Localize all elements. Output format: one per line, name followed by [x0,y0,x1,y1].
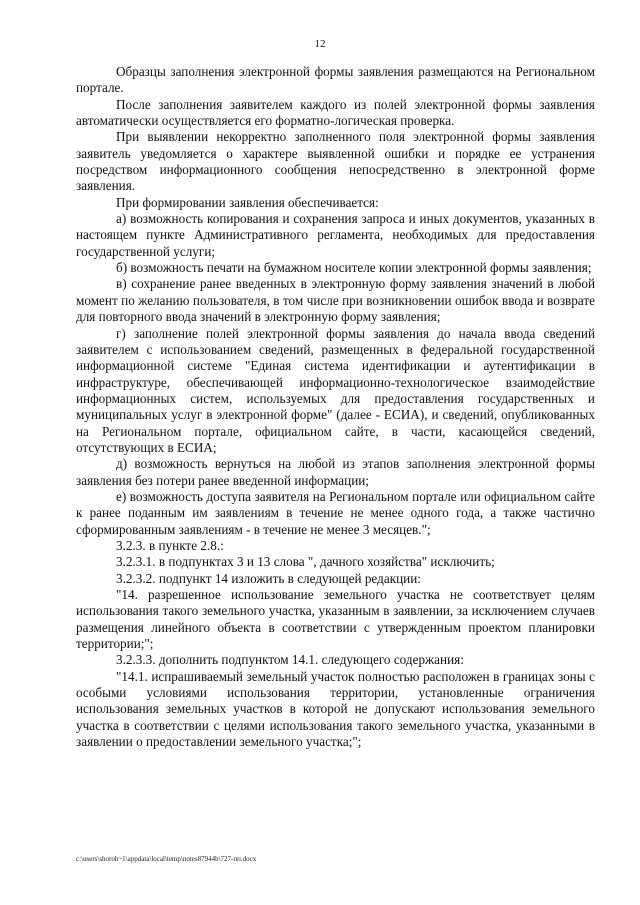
paragraph-error-notice: При выявлении некорректно заполненного поля электронной формы заявления заявитель уведомляется о характере выявленной ошибки и порядке ее устранения посредством информационного сообщения непосредственно в электронной форме заявления. [76,129,595,194]
paragraph-samples: Образцы заполнения электронной формы заявления размещаются на Региональном портале. [76,64,595,96]
quoted-subclause-14-1: "14.1. испрашиваемый земельный участок полностью расположен в границах зоны с особыми условиями использования территории, установленные ограничения использования земельных участков в которой не допускают использования земельного участка в соответствии с целями использования такого земельного участка, указанными в заявлении о предоставлении земельного участка;"; [76,668,595,750]
clause-3-2-3-3: 3.2.3.3. дополнить подпунктом 14.1. следующего содержания: [116,652,464,668]
list-item-b: б) возможность печати на бумажном носителе копии электронной формы заявления; [116,260,592,276]
list-item-v: в) сохранение ранее введенных в электронную форму заявления значений в любой момент по желанию пользователя, в том числе при возникновении ошибок ввода и возврате для повторного ввода значений в электронную форму заявления; [76,276,595,325]
paragraph-format-check: После заполнения заявителем каждого из полей электронной формы заявления автоматически осуществляется его форматно-логическая проверка. [76,96,595,129]
footer-file-path: c:\users\shoroh~1\appdata\local\temp\notes87944b\727-пп.docx [76,855,257,863]
list-item-d: д) возможность вернуться на любой из этапов заполнения электронной формы заявления без потери ранее введенной информации; [76,456,595,488]
list-item-a: а) возможность копирования и сохранения запроса и иных документов, указанных в настоящем пункте Административного регламента, необходимых для предоставления государственной услуги; [76,211,595,259]
quoted-subclause-14: "14. разрешенное использование земельного участка не соответствует целям использования такого земельного участка, указанным в заявлении, за исключением случаев размещения линейного объекта в соответствии с утвержденным проектом планировки территории;"; [76,587,595,652]
document-body [76,64,595,750]
page-number: 12 [314,38,326,50]
clause-3-2-3: 3.2.3. в пункте 2.8.: [116,537,224,553]
list-item-e: е) возможность доступа заявителя на Региональном портале или официальном сайте к ранее поданным им заявлениям в течение не менее одного года, а также частично сформированным заявлениям - в течение не менее 3 месяцев."; [76,488,595,537]
paragraph-provisions-intro: При формировании заявления обеспечивается: [116,194,379,210]
list-item-g: г) заполнение полей электронной формы заявления до начала ввода сведений заявителем с использованием сведений, размещенных в федеральной государственной информационной системе "Единая система идентификации и аутентификации в инфраструктуре, обеспечивающей информационно-технологическое взаимодействие информационных систем, используемых для предоставления государственных и муниципальных услуг в электронной форме" (далее - ЕСИА), и сведений, опубликованных на Региональном портале, официальном сайте, в части, касающейся сведений, отсутствующих в ЕСИА; [76,325,595,455]
clause-3-2-3-1: 3.2.3.1. в подпунктах 3 и 13 слова ", дачного хозяйства" исключить; [116,554,495,570]
clause-3-2-3-2: 3.2.3.2. подпункт 14 изложить в следующей редакции: [116,570,421,586]
